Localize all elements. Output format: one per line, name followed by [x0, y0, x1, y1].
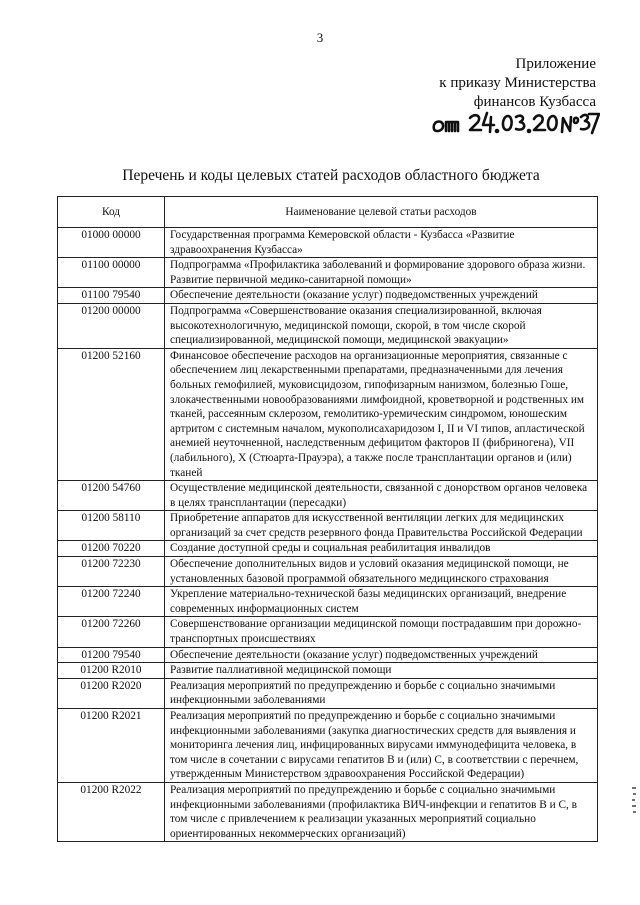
handwritten-order-date — [430, 108, 600, 138]
row-name: Обеспечение дополнительных видов и условий оказания медицинской помощи, не установленных базовой программой обязательного медицинского страхования — [165, 557, 598, 587]
header-code: Код — [58, 197, 165, 228]
row-code: 01200 00000 — [58, 303, 165, 348]
table-row — [58, 228, 598, 258]
row-code: 01200 R2022 — [58, 782, 165, 841]
row-code: 01200 72260 — [58, 617, 165, 647]
table-row — [58, 782, 598, 841]
row-code: 01000 00000 — [58, 228, 165, 258]
row-code: 01200 R2020 — [58, 678, 165, 708]
row-code: 01200 R2021 — [58, 709, 165, 783]
header-name: Наименование целевой статьи расходов — [165, 197, 598, 228]
document-title: Перечень и коды целевых статей расходов областного бюджета — [122, 167, 540, 184]
table-row — [58, 303, 598, 348]
table-row — [58, 258, 598, 288]
row-name: Создание доступной среды и социальная реабилитация инвалидов — [165, 541, 598, 557]
row-name: Обеспечение деятельности (оказание услуг) подведомственных учреждений — [165, 647, 598, 663]
row-name: Подпрограмма «Совершенствование оказания специализированной, включая высокотехнологичную, медицинской помощи, скорой, в том числе скорой специализированной, медицинской помощи, медицинской эвакуации» — [165, 303, 598, 348]
appendix-line-1: Приложение — [515, 56, 596, 72]
table-row — [58, 288, 598, 304]
row-name: Приобретение аппаратов для искусственной вентиляции легких для медицинских организаций за счет средств резервного фонда Правительства Российской Федерации — [165, 511, 598, 541]
table-row — [58, 511, 598, 541]
table-row — [58, 481, 598, 511]
row-code: 01200 72230 — [58, 557, 165, 587]
row-name: Подпрограмма «Профилактика заболеваний и формирование здорового образа жизни. Развитие первичной медико-санитарной помощи» — [165, 258, 598, 288]
row-name: Осуществление медицинской деятельности, связанной с донорством органов человека в целях трансплантации (пересадки) — [165, 481, 598, 511]
target-articles-table — [57, 196, 598, 842]
row-code: 01200 54760 — [58, 481, 165, 511]
row-code: 01200 79540 — [58, 647, 165, 663]
table-row — [58, 663, 598, 679]
row-name: Совершенствование организации медицинской помощи пострадавшим при дорожно-транспортных происшествиях — [165, 617, 598, 647]
row-name: Реализация мероприятий по предупреждению и борьбе с социально значимыми инфекционными заболеваниями (профилактика ВИЧ-инфекции и гепатитов В и С, в том числе с привлечением к реализации указанных мероприятий социально ориентированных некоммерческих организаций) — [165, 782, 598, 841]
row-name: Укрепление материально-технической базы медицинских организаций, внедрение современных информационных систем — [165, 587, 598, 617]
row-name: Обеспечение деятельности (оказание услуг) подведомственных учреждений — [165, 288, 598, 304]
row-code: 01200 52160 — [58, 348, 165, 480]
row-code: 01200 72240 — [58, 587, 165, 617]
table-row — [58, 709, 598, 783]
appendix-line-3: финансов Кузбасса — [473, 94, 596, 110]
table-row — [58, 617, 598, 647]
row-name: Развитие паллиативной медицинской помощи — [165, 663, 598, 679]
table-header-row — [58, 197, 598, 228]
row-name: Реализация мероприятий по предупреждению и борьбе с социально значимыми инфекционными заболеваниями — [165, 678, 598, 708]
table-row — [58, 557, 598, 587]
row-code: 01200 70220 — [58, 541, 165, 557]
row-name: Государственная программа Кемеровской области - Кузбасса «Развитие здравоохранения Кузбасса» — [165, 228, 598, 258]
table-row — [58, 541, 598, 557]
row-code: 01200 R2010 — [58, 663, 165, 679]
row-name: Реализация мероприятий по предупреждению и борьбе с социально значимыми инфекционными заболеваниями (закупка диагностических средств для выявления и мониторинга лечения лиц, инфицированных вирусами иммунодефицита человека, в том числе в сочетании с вирусами гепатитов В и (или) С, в соответствии с перечнем, утвержденным Министерством здравоохранения Российской Федерации) — [165, 709, 598, 783]
table-row — [58, 647, 598, 663]
row-name: Финансовое обеспечение расходов на организационные мероприятия, связанные с обеспечением лиц лекарственными препаратами, предназначенными для лечения больных гемофилией, муковисцидозом, гипофизарным нанизмом, болезнью Гоше, злокачественными новообразованиями лимфоидной, кроветворной и родственных им тканей, рассеянным склерозом, гемолитико-уремическим синдромом, юношеским артритом с системным началом, мукополисахаридозом I, II и VI типов, апластической анемией неуточненной, наследственным дефицитом факторов II (фибриногена), VII (лабильного), X (Стюарта-Прауэра), а также после трансплантации органов и (или) тканей — [165, 348, 598, 480]
page-number: 3 — [316, 30, 324, 45]
appendix-line-2: к приказу Министерства — [439, 75, 596, 91]
appendix-header — [380, 55, 596, 112]
table-row — [58, 587, 598, 617]
row-code: 01200 58110 — [58, 511, 165, 541]
table-row — [58, 678, 598, 708]
row-code: 01100 79540 — [58, 288, 165, 304]
table-row — [58, 348, 598, 480]
scan-margin-mark — [630, 786, 638, 816]
row-code: 01100 00000 — [58, 258, 165, 288]
